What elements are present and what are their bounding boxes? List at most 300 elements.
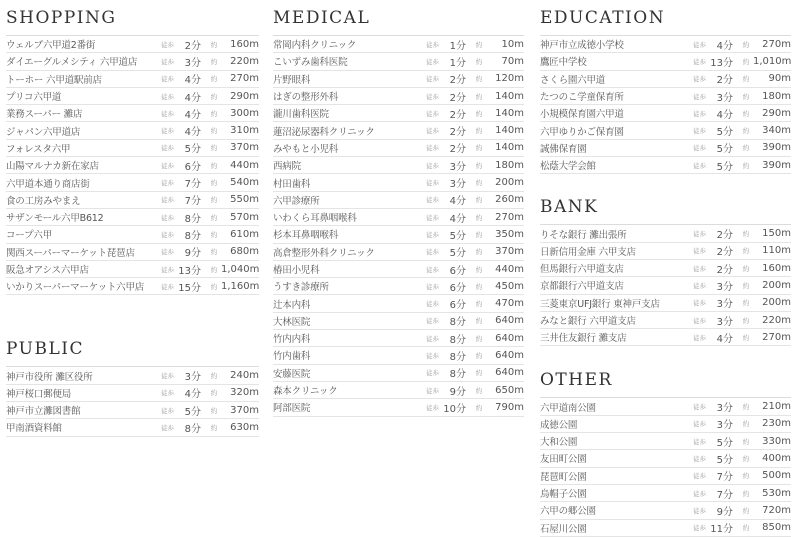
walk-minutes: 11分 (710, 524, 733, 536)
walk-minutes: 7分 (716, 472, 733, 484)
facility-name: 烏帽子公園 (540, 489, 587, 501)
walk-minutes: 5分 (184, 144, 201, 156)
list-item (6, 367, 259, 384)
walk-label: 徒歩 (693, 127, 706, 136)
facility-name: 六甲道南公園 (540, 402, 596, 414)
walk-label: 徒歩 (426, 369, 439, 378)
list-item (540, 433, 791, 450)
walk-minutes: 6分 (449, 265, 466, 277)
list-item (273, 226, 524, 243)
list-item (6, 36, 259, 53)
approx-label: 約 (742, 299, 750, 308)
approx-label: 約 (742, 247, 750, 256)
list-item (273, 88, 524, 105)
walk-label: 徒歩 (426, 213, 439, 222)
walk-label: 徒歩 (161, 57, 174, 66)
list-item (273, 192, 524, 209)
walk-label: 徒歩 (693, 454, 706, 463)
walk-minutes: 4分 (449, 196, 466, 208)
column-left (6, 0, 259, 437)
list-item (540, 243, 791, 260)
facility-name: 甲南酒資料館 (6, 423, 62, 435)
walk-minutes: 6分 (449, 282, 466, 294)
facility-name: 大林医院 (273, 316, 311, 328)
distance: 300m (230, 107, 259, 119)
list-item (6, 88, 259, 105)
facility-name: 鷹匠中学校 (540, 57, 587, 69)
list-item (540, 88, 791, 105)
approx-label: 約 (475, 109, 483, 118)
approx-label: 約 (742, 264, 750, 273)
distance: 370m (230, 142, 259, 154)
list-item (6, 192, 259, 209)
distance: 180m (762, 90, 791, 102)
distance: 1,040m (221, 263, 260, 275)
facility-name: 杉本耳鼻咽喉科 (273, 230, 339, 242)
walk-minutes: 4分 (449, 213, 466, 225)
distance: 270m (762, 331, 791, 343)
approx-label: 約 (742, 161, 750, 170)
facility-name: 神戸市役所 灘区役所 (6, 371, 93, 383)
facility-name: りそな銀行 灘出張所 (540, 229, 627, 241)
approx-label: 約 (210, 57, 218, 66)
walk-minutes: 3分 (716, 92, 733, 104)
facility-name: 三菱東京UFJ銀行 東神戸支店 (540, 298, 660, 310)
walk-label: 徒歩 (161, 92, 174, 101)
distance: 550m (230, 194, 259, 206)
walk-minutes: 8分 (449, 317, 466, 329)
walk-minutes: 8分 (184, 230, 201, 242)
section-title-education: EDUCATION (540, 0, 791, 36)
list-item (540, 312, 791, 329)
list-item (540, 260, 791, 277)
distance: 240m (230, 370, 259, 382)
approx-label: 約 (475, 196, 483, 205)
list-item (6, 385, 259, 402)
walk-minutes: 5分 (716, 144, 733, 156)
walk-label: 徒歩 (693, 40, 706, 49)
walk-label: 徒歩 (693, 489, 706, 498)
distance: 640m (495, 367, 524, 379)
walk-label: 徒歩 (426, 300, 439, 309)
approx-label: 約 (210, 265, 218, 274)
facility-name: 石屋川公園 (540, 523, 587, 535)
facility-name: 片野眼科 (273, 74, 311, 86)
list-item (540, 485, 791, 502)
approx-label: 約 (210, 144, 218, 153)
distance: 160m (762, 262, 791, 274)
walk-label: 徒歩 (426, 40, 439, 49)
distance: 640m (495, 332, 524, 344)
list-item (6, 53, 259, 70)
other-list (540, 398, 791, 536)
approx-label: 約 (742, 92, 750, 101)
distance: 200m (762, 297, 791, 309)
walk-minutes: 2分 (449, 109, 466, 121)
walk-label: 徒歩 (693, 333, 706, 342)
walk-label: 徒歩 (693, 230, 706, 239)
walk-minutes: 7分 (184, 196, 201, 208)
facility-name: 琵琶町公園 (540, 471, 587, 483)
list-item (6, 105, 259, 122)
facility-name: みやもと小児科 (273, 143, 339, 155)
walk-minutes: 8分 (449, 369, 466, 381)
distance: 180m (495, 159, 524, 171)
approx-label: 約 (475, 40, 483, 49)
walk-minutes: 1分 (449, 40, 466, 52)
walk-minutes: 4分 (184, 109, 201, 121)
walk-minutes: 8分 (449, 351, 466, 363)
medical-list (273, 36, 524, 417)
distance: 390m (762, 159, 791, 171)
walk-minutes: 4分 (716, 333, 733, 345)
walk-minutes: 10分 (443, 403, 466, 415)
approx-label: 約 (475, 75, 483, 84)
walk-minutes: 9分 (184, 248, 201, 260)
walk-label: 徒歩 (693, 506, 706, 515)
approx-label: 約 (742, 524, 750, 533)
approx-label: 約 (475, 248, 483, 257)
list-item (273, 399, 524, 416)
facility-name: 小規模保育園六甲道 (540, 109, 624, 121)
facility-name: プリコ六甲道 (6, 92, 62, 104)
distance: 210m (762, 401, 791, 413)
list-item (273, 122, 524, 139)
list-item (540, 295, 791, 312)
approx-label: 約 (742, 281, 750, 290)
walk-label: 徒歩 (693, 316, 706, 325)
section-title-bank: BANK (540, 189, 791, 225)
list-item (6, 71, 259, 88)
approx-label: 約 (210, 282, 218, 291)
approx-label: 約 (475, 127, 483, 136)
walk-minutes: 4分 (184, 75, 201, 87)
walk-minutes: 2分 (449, 144, 466, 156)
distance: 640m (495, 349, 524, 361)
bank-list (540, 225, 791, 346)
facility-name: いわくら耳鼻咽喉科 (273, 213, 357, 225)
approx-label: 約 (742, 127, 750, 136)
walk-label: 徒歩 (161, 179, 174, 188)
walk-label: 徒歩 (693, 264, 706, 273)
list-item (6, 140, 259, 157)
list-item (540, 329, 791, 346)
facility-name: 日新信用金庫 六甲支店 (540, 246, 636, 258)
distance: 200m (762, 279, 791, 291)
facility-name: いかりスーパーマーケット六甲店 (6, 282, 145, 294)
distance: 140m (495, 142, 524, 154)
distance: 370m (230, 404, 259, 416)
list-item (273, 244, 524, 261)
walk-label: 徒歩 (693, 161, 706, 170)
walk-minutes: 5分 (716, 161, 733, 173)
approx-label: 約 (742, 40, 750, 49)
list-item (273, 313, 524, 330)
approx-label: 約 (475, 179, 483, 188)
list-item (540, 53, 791, 70)
walk-label: 徒歩 (161, 372, 174, 381)
facility-name: 瀧川歯科医院 (273, 109, 329, 121)
list-item (540, 450, 791, 467)
facility-name: フォレスタ六甲 (6, 143, 71, 155)
walk-minutes: 2分 (184, 40, 201, 52)
facility-name: 森本クリニック (273, 386, 338, 398)
walk-label: 徒歩 (161, 389, 174, 398)
list-item (273, 209, 524, 226)
walk-minutes: 9分 (716, 506, 733, 518)
distance: 70m (501, 55, 524, 67)
walk-minutes: 5分 (449, 248, 466, 260)
facility-name: こいずみ歯科医院 (273, 57, 348, 69)
facility-name: 六甲ゆりかご保育園 (540, 126, 624, 138)
approx-label: 約 (742, 230, 750, 239)
distance: 440m (495, 263, 524, 275)
walk-label: 徒歩 (693, 109, 706, 118)
list-item (273, 382, 524, 399)
approx-label: 約 (742, 75, 750, 84)
approx-label: 約 (210, 213, 218, 222)
walk-label: 徒歩 (426, 127, 439, 136)
walk-minutes: 2分 (716, 75, 733, 87)
walk-minutes: 5分 (716, 127, 733, 139)
walk-label: 徒歩 (693, 57, 706, 66)
distance: 140m (495, 125, 524, 137)
list-item (6, 419, 259, 436)
approx-label: 約 (475, 334, 483, 343)
column-right (540, 0, 791, 537)
distance: 140m (495, 107, 524, 119)
walk-minutes: 8分 (184, 213, 201, 225)
distance: 680m (230, 246, 259, 258)
distance: 320m (230, 387, 259, 399)
approx-label: 約 (475, 92, 483, 101)
column-middle (273, 0, 524, 417)
facility-name: サザンモール六甲B612 (6, 213, 104, 225)
facility-name: はぎの整形外科 (273, 92, 339, 104)
walk-label: 徒歩 (426, 161, 439, 170)
list-item (273, 71, 524, 88)
facility-name: みなと銀行 六甲道支店 (540, 316, 636, 327)
list-item (273, 174, 524, 191)
list-item (273, 140, 524, 157)
walk-label: 徒歩 (693, 92, 706, 101)
facility-name: 蓮沼泌尿器科クリニック (273, 126, 375, 138)
walk-label: 徒歩 (426, 179, 439, 188)
facility-name: 成徳公園 (540, 419, 578, 431)
walk-minutes: 4分 (184, 127, 201, 139)
approx-label: 約 (475, 351, 483, 360)
approx-label: 約 (210, 196, 218, 205)
approx-label: 約 (475, 282, 483, 291)
walk-label: 徒歩 (693, 420, 706, 429)
approx-label: 約 (210, 127, 218, 136)
walk-label: 徒歩 (161, 406, 174, 415)
walk-label: 徒歩 (426, 196, 439, 205)
approx-label: 約 (210, 179, 218, 188)
walk-label: 徒歩 (161, 248, 174, 257)
distance: 790m (495, 401, 524, 413)
walk-minutes: 2分 (716, 247, 733, 259)
list-item (273, 53, 524, 70)
approx-label: 約 (742, 437, 750, 446)
approx-label: 約 (475, 230, 483, 239)
list-item (6, 244, 259, 261)
section-bank (540, 189, 791, 346)
list-item (6, 209, 259, 226)
facility-name: 竹内内科 (273, 334, 311, 346)
walk-minutes: 3分 (716, 299, 733, 311)
approx-label: 約 (742, 403, 750, 412)
walk-minutes: 4分 (184, 92, 201, 104)
list-item (273, 261, 524, 278)
facility-name: トーホー 六甲道駅前店 (6, 74, 102, 86)
distance: 850m (762, 522, 791, 534)
distance: 390m (762, 142, 791, 154)
distance: 200m (495, 177, 524, 189)
facility-name: 阿部医院 (273, 403, 311, 415)
distance: 310m (230, 125, 259, 137)
list-item (540, 520, 791, 537)
walk-label: 徒歩 (693, 524, 706, 533)
walk-label: 徒歩 (426, 109, 439, 118)
walk-label: 徒歩 (426, 144, 439, 153)
list-item (540, 416, 791, 433)
walk-minutes: 3分 (716, 420, 733, 432)
walk-minutes: 2分 (449, 127, 466, 139)
walk-minutes: 2分 (716, 264, 733, 276)
distance: 290m (762, 107, 791, 119)
walk-label: 徒歩 (693, 472, 706, 481)
list-item (273, 347, 524, 364)
walk-minutes: 4分 (716, 109, 733, 121)
section-medical (273, 0, 524, 417)
distance: 120m (495, 73, 524, 85)
approx-label: 約 (742, 454, 750, 463)
section-title-medical: MEDICAL (273, 0, 524, 36)
walk-label: 徒歩 (426, 317, 439, 326)
walk-minutes: 3分 (184, 57, 201, 69)
distance: 270m (762, 38, 791, 50)
distance: 450m (495, 280, 524, 292)
facility-name: 六甲道本通り商店街 (6, 178, 90, 190)
approx-label: 約 (210, 230, 218, 239)
walk-minutes: 2分 (716, 230, 733, 242)
walk-label: 徒歩 (161, 161, 174, 170)
facility-name: コープ六甲 (6, 230, 53, 242)
education-list (540, 36, 791, 174)
walk-minutes: 13分 (710, 57, 733, 69)
list-item (6, 226, 259, 243)
walk-label: 徒歩 (426, 334, 439, 343)
walk-minutes: 4分 (184, 389, 201, 401)
list-item (273, 365, 524, 382)
section-title-other: OTHER (540, 362, 791, 398)
section-education (540, 0, 791, 174)
walk-minutes: 1分 (449, 57, 466, 69)
facility-name: 松蔭大学会館 (540, 161, 596, 173)
approx-label: 約 (742, 316, 750, 325)
walk-minutes: 5分 (716, 454, 733, 466)
walk-minutes: 8分 (184, 423, 201, 435)
walk-label: 徒歩 (426, 282, 439, 291)
walk-label: 徒歩 (161, 423, 174, 432)
distance: 220m (762, 314, 791, 326)
approx-label: 約 (475, 144, 483, 153)
distance: 370m (495, 246, 524, 258)
walk-label: 徒歩 (161, 40, 174, 49)
walk-minutes: 3分 (184, 372, 201, 384)
distance: 350m (495, 228, 524, 240)
walk-label: 徒歩 (161, 230, 174, 239)
walk-minutes: 2分 (449, 75, 466, 87)
approx-label: 約 (742, 333, 750, 342)
facility-name: 神戸桜口郵便局 (6, 388, 72, 400)
approx-label: 約 (475, 300, 483, 309)
facility-name: 西病院 (273, 161, 301, 173)
approx-label: 約 (210, 75, 218, 84)
approx-label: 約 (475, 317, 483, 326)
walk-minutes: 9分 (449, 386, 466, 398)
distance: 540m (230, 177, 259, 189)
walk-label: 徒歩 (693, 403, 706, 412)
walk-minutes: 13分 (178, 265, 201, 277)
walk-minutes: 3分 (716, 316, 733, 328)
distance: 470m (495, 298, 524, 310)
list-item (540, 105, 791, 122)
facility-name: 誠佛保育園 (540, 143, 587, 155)
walk-minutes: 7分 (716, 489, 733, 501)
walk-label: 徒歩 (426, 230, 439, 239)
approx-label: 約 (742, 57, 750, 66)
distance: 340m (762, 125, 791, 137)
facility-name: 但馬銀行六甲道支店 (540, 264, 624, 276)
distance: 440m (230, 159, 259, 171)
approx-label: 約 (210, 109, 218, 118)
distance: 500m (762, 470, 791, 482)
facility-name: 業務スーパー 灘店 (6, 109, 83, 121)
facility-name: 神戸市立成徳小学校 (540, 40, 624, 52)
list-item (6, 261, 259, 278)
approx-label: 約 (742, 472, 750, 481)
facility-name: 椿田小児科 (273, 265, 320, 276)
walk-label: 徒歩 (161, 144, 174, 153)
distance: 1,010m (753, 55, 792, 67)
facility-name: たつのこ学童保育所 (540, 92, 624, 104)
list-item (273, 157, 524, 174)
approx-label: 約 (742, 109, 750, 118)
distance: 90m (768, 73, 791, 85)
distance: 400m (762, 452, 791, 464)
facility-name: 友田町公園 (540, 454, 587, 466)
walk-label: 徒歩 (693, 299, 706, 308)
list-item (6, 278, 259, 295)
list-item (6, 174, 259, 191)
approx-label: 約 (475, 57, 483, 66)
list-item (6, 157, 259, 174)
facility-name: さくら園六甲道 (540, 74, 606, 86)
walk-label: 徒歩 (426, 92, 439, 101)
list-item (273, 278, 524, 295)
distance: 110m (762, 245, 791, 257)
facility-name: ダイエーグルメシティ 六甲道店 (6, 57, 138, 69)
approx-label: 約 (475, 265, 483, 274)
list-item (273, 105, 524, 122)
approx-label: 約 (210, 161, 218, 170)
distance: 640m (495, 315, 524, 327)
walk-label: 徒歩 (426, 403, 439, 412)
distance: 610m (230, 228, 259, 240)
facility-name: 安藤医院 (273, 368, 311, 380)
